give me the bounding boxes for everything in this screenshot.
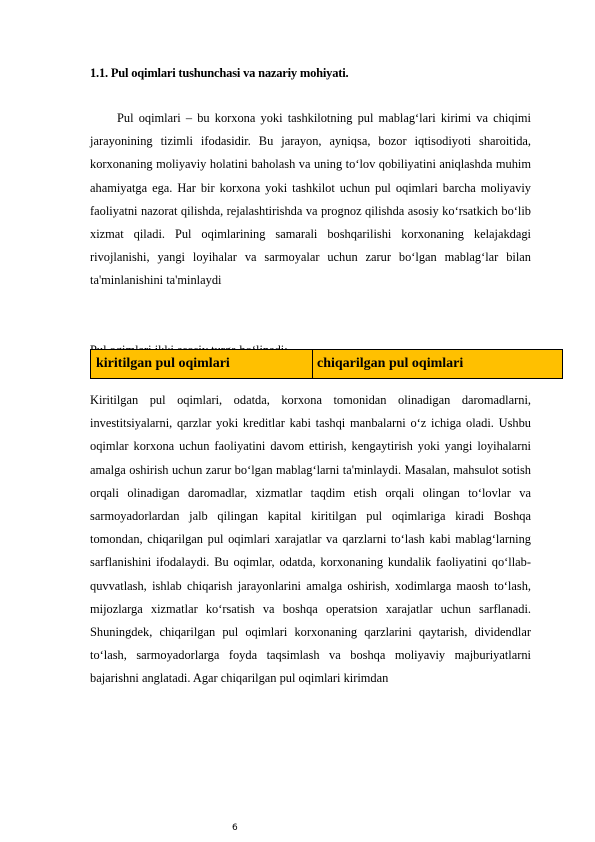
page-number: 6	[232, 823, 238, 833]
table-cell-inflows: kiritilgan pul oqimlari	[91, 350, 313, 379]
table-cell-outflows: chiqarilgan pul oqimlari	[313, 350, 563, 379]
section-heading: 1.1. Pul oqimlari tushunchasi va nazariy mohiyati.	[90, 66, 349, 80]
cash-flow-types-table	[90, 349, 563, 379]
paragraph-definition: Pul oqimlari – bu korxona yoki tashkilotning pul mablag‘lari kirimi va chiqimi jarayonining tizimli ifodasidir. Bu jarayon, ayniqsa, bozor iqtisodiyoti sharoitida, korxonaning moliyaviy holatini baholash va uning to‘lov qobiliyatini aniqlashda muhim ahamiyatga ega. Har bir korxona yoki tashkilot uchun pul oqimlari barcha moliyaviy faoliyatni nazorat qilishda, rejalashtirishda va prognoz qilishda asosiy ko‘rsatkich bo‘lib xizmat qiladi. Pul oqimlarining samarali boshqarilishi korxonaning kelajakdagi rivojlanishi, yangi loyihalar va sarmoyalar uchun zarur bo‘lgan mablag‘lar bilan ta'minlanishini ta'minlaydi	[90, 111, 531, 288]
table-row	[91, 350, 563, 379]
paragraph-inflows-outflows: Kiritilgan pul oqimlari, odatda, korxona tomonidan olinadigan daromadlarni, investitsiyalarni, qarzlar yoki kreditlar kabi tashqi manbalarni o‘z ichiga oladi. Ushbu oqimlar korxona uchun faoliyatini davom ettirish, kengaytirish yoki yangi loyihalarni amalga oshirish uchun zarur bo‘lgan mablag‘larni ta'minlaydi. Masalan, mahsulot sotish orqali olinadigan daromadlar, xizmatlar taqdim etish orqali olingan to‘lovlar va sarmoyadorlardan jalb qilingan kapital kiritilgan pul oqimlariga kiradi Boshqa tomondan, chiqarilgan pul oqimlari xarajatlar va qarzlarni to‘lash kabi mablag‘larning sarflanishini ifodalaydi. Bu oqimlar, odatda, korxonaning kundalik faoliyatini qo‘llab-quvvatlash, ishlab chiqarish jarayonlarini amalga oshirish, xodimlarga maosh to‘lash, mijozlarga xizmatlar ko‘rsatish va boshqa operatsion xarajatlar uchun sarflanadi. Shuningdek, chiqarilgan pul oqimlari korxonaning qarzlarini qaytarish, dividendlar to‘lash, sarmoyadorlarga foyda taqsimlash va boshqa moliyaviy majburiyatlarni bajarishni anglatadi. Agar chiqarilgan pul oqimlari kirimdan	[90, 393, 531, 686]
